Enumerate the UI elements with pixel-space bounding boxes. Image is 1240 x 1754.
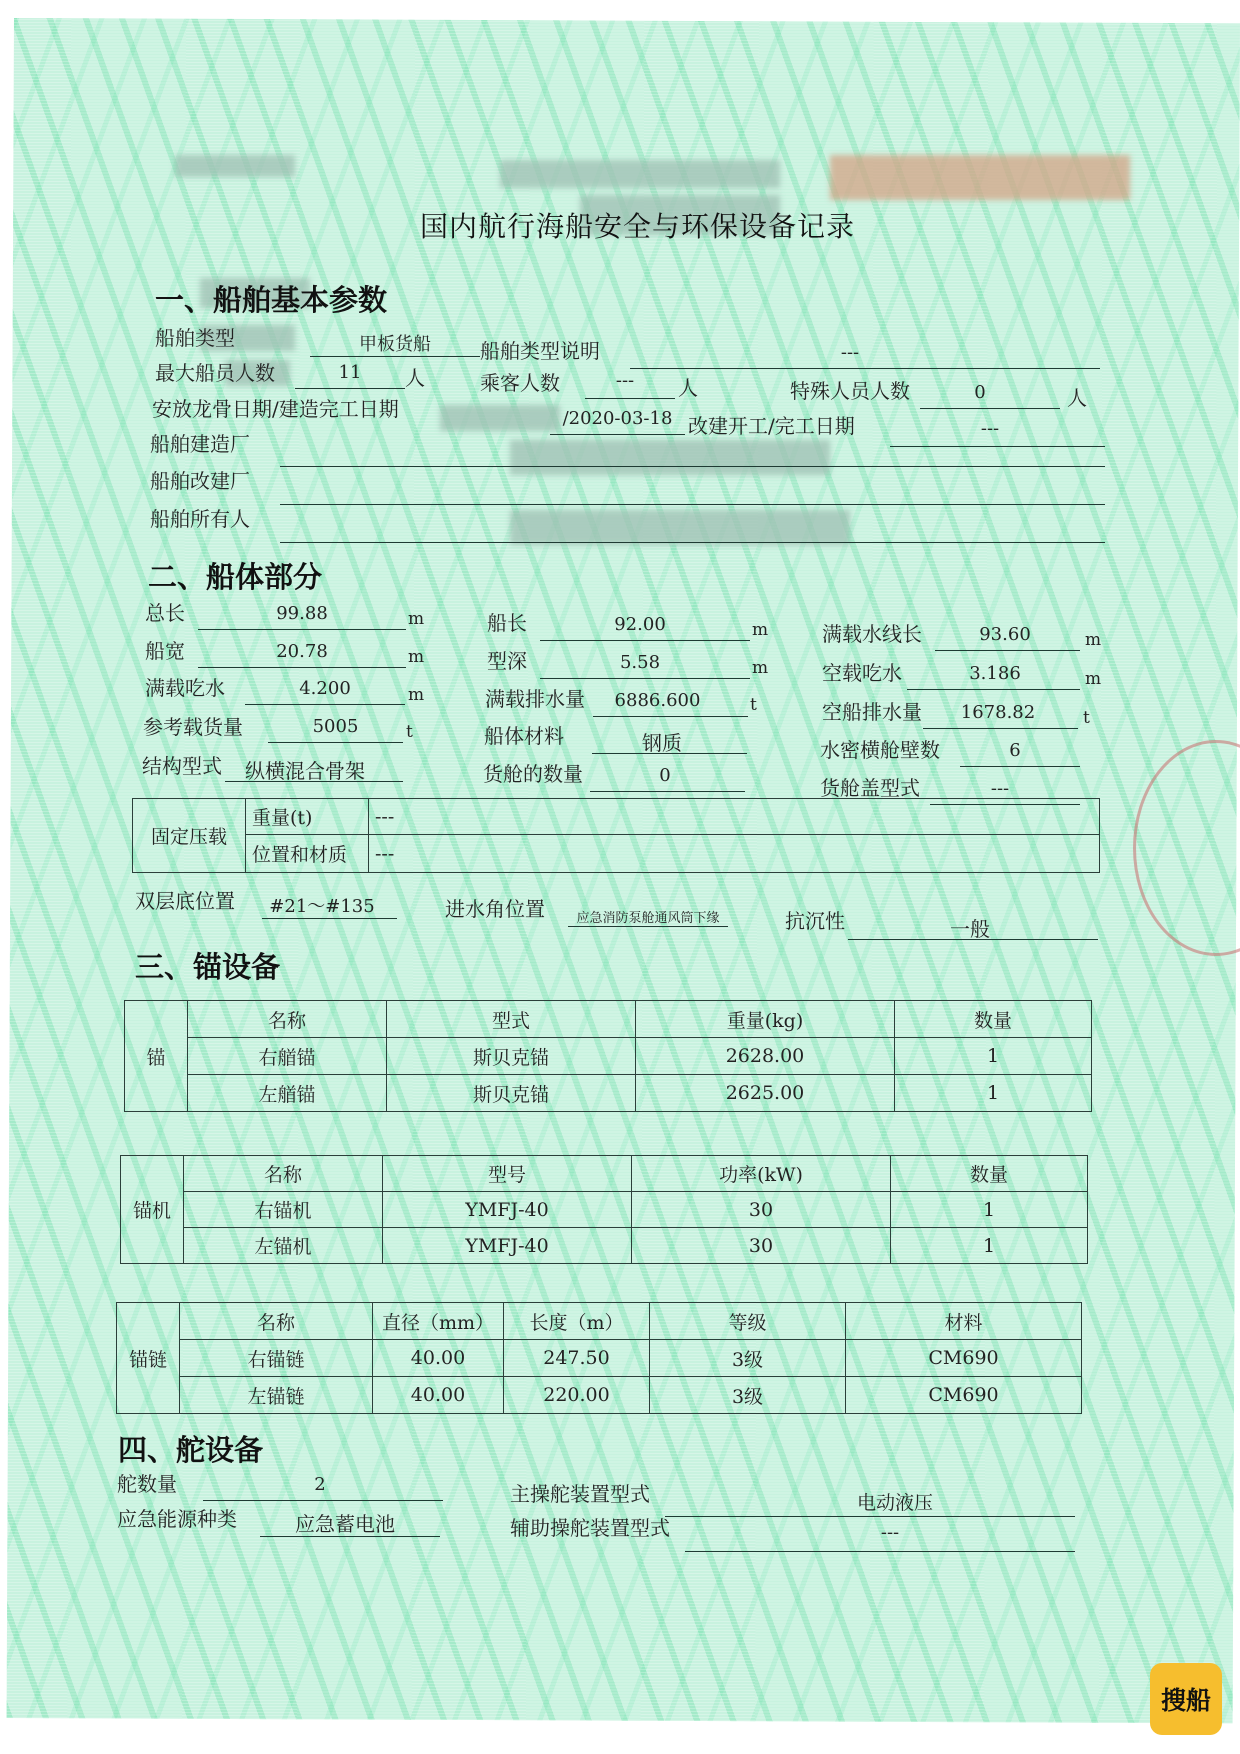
hull-label: 空载吃水: [822, 661, 902, 685]
hull-label: 总长: [145, 601, 185, 625]
hull-value: 5.58: [619, 652, 661, 673]
table-cell: CM690: [846, 1377, 1082, 1414]
hull-label: 型深: [487, 649, 527, 673]
ship-type-desc-value: ---: [840, 342, 860, 363]
hull-value: 3.186: [969, 663, 1021, 684]
document-title: 国内航行海船安全与环保设备记录: [420, 210, 856, 243]
anchor-table: [124, 1000, 1092, 1112]
hull-unit: m: [1085, 630, 1102, 650]
hull-label: 船体材料: [484, 724, 564, 748]
rudder-count-label: 舵数量: [117, 1472, 177, 1496]
anchor-chain-table: [116, 1302, 1082, 1414]
anchor-group-label: 锚: [125, 1001, 188, 1112]
ballast-location-value: ---: [369, 835, 1100, 873]
conversion-date-label: 改建开工/完工日期: [688, 414, 855, 438]
table-cell: YMFJ-40: [383, 1228, 632, 1264]
table-header: 重量(kg): [636, 1001, 895, 1038]
table-cell: 右艏锚: [188, 1038, 387, 1075]
builder-line: [280, 440, 1105, 467]
unsinkability-value: 一般: [950, 917, 990, 941]
emergency-power-value: 应急蓄电池: [295, 1512, 395, 1536]
hull-value: 6886.600: [614, 690, 701, 711]
table-row: [117, 1340, 1082, 1377]
redacted-header-center: [500, 160, 780, 188]
ballast-weight-value: ---: [369, 799, 1100, 835]
hull-unit: m: [1085, 669, 1102, 689]
table-cell: CM690: [846, 1340, 1082, 1377]
ballast-label: 固定压载: [133, 799, 246, 873]
ballast-location-label: 位置和材质: [246, 835, 369, 873]
table-cell: 1: [895, 1038, 1092, 1075]
hull-unit: m: [752, 620, 769, 640]
converter-line: [280, 478, 1105, 505]
table-header: 功率(kW): [632, 1156, 891, 1192]
owner-line: [280, 516, 1105, 543]
keel-date-value: /2020-03-18: [562, 408, 673, 429]
double-bottom-label: 双层底位置: [135, 889, 235, 913]
table-cell: 220.00: [504, 1377, 650, 1414]
hull-unit: t: [1083, 708, 1090, 728]
hull-unit: m: [408, 685, 425, 705]
table-cell: 3级: [650, 1340, 846, 1377]
main-steering-value: 电动液压: [856, 1492, 933, 1514]
ship-type-value: 甲板货船: [359, 334, 431, 355]
table-cell: 左艏锚: [188, 1075, 387, 1112]
section4-heading: 四、舵设备: [118, 1433, 264, 1467]
table-header: 数量: [895, 1001, 1092, 1038]
keel-date-label: 安放龙骨日期/建造完工日期: [152, 397, 399, 421]
max-crew-value: 11: [338, 362, 362, 383]
table-header: 型号: [383, 1156, 632, 1192]
hull-value: 4.200: [299, 678, 351, 699]
soucuan-logo-badge: 搜船: [1150, 1663, 1222, 1735]
hull-label: 满载吃水: [145, 676, 225, 700]
section3-heading: 三、锚设备: [135, 950, 281, 984]
passengers-unit: 人: [678, 376, 698, 400]
hull-value: 0: [659, 765, 671, 786]
table-header: 长度（m）: [504, 1303, 650, 1340]
table-cell: 左锚链: [180, 1377, 373, 1414]
hull-value: 99.88: [276, 603, 328, 624]
max-crew-unit: 人: [405, 366, 425, 390]
hull-unit: m: [408, 609, 425, 629]
table-cell: 1: [895, 1075, 1092, 1112]
main-steering-label: 主操舵装置型式: [510, 1482, 650, 1506]
converter-label: 船舶改建厂: [150, 469, 250, 493]
passengers-value: ---: [615, 370, 635, 391]
section2-heading: 二、船体部分: [148, 560, 323, 594]
rudder-count-value: 2: [314, 1474, 326, 1495]
passengers-label: 乘客人数: [480, 371, 560, 395]
double-bottom-value: #21～#135: [269, 896, 375, 917]
owner-label: 船舶所有人: [150, 507, 250, 531]
redacted-keel-date: [440, 405, 560, 431]
unsinkability-label: 抗沉性: [785, 909, 845, 933]
table-cell: 左锚机: [184, 1228, 383, 1264]
table-header: 名称: [188, 1001, 387, 1038]
hull-label: 船宽: [145, 639, 185, 663]
table-cell: 247.50: [504, 1340, 650, 1377]
table-row: [125, 1038, 1092, 1075]
table-cell: 1: [891, 1192, 1088, 1228]
special-personnel-value: 0: [974, 382, 986, 403]
section1-heading: 一、船舶基本参数: [155, 283, 388, 317]
table-header: 数量: [891, 1156, 1088, 1192]
hull-unit: t: [406, 722, 413, 742]
table-row: [121, 1228, 1088, 1264]
table-cell: YMFJ-40: [383, 1192, 632, 1228]
hull-value: 20.78: [276, 641, 328, 662]
table-header: 型式: [387, 1001, 636, 1038]
hull-label: 货舱的数量: [483, 762, 583, 786]
windlass-table: [120, 1155, 1088, 1264]
table-cell: 右锚链: [180, 1340, 373, 1377]
hull-unit: m: [408, 647, 425, 667]
aux-steering-value: ---: [880, 1522, 900, 1543]
fixed-ballast-table: [132, 798, 1100, 873]
hull-value: 92.00: [614, 614, 666, 635]
ballast-weight-label: 重量(t): [246, 799, 369, 835]
table-header: 名称: [184, 1156, 383, 1192]
table-cell: 3级: [650, 1377, 846, 1414]
hull-value: 钢质: [642, 731, 682, 755]
table-cell: 右锚机: [184, 1192, 383, 1228]
hull-unit: m: [752, 658, 769, 678]
table-row: [117, 1377, 1082, 1414]
table-header: 材料: [846, 1303, 1082, 1340]
hull-value: 5005: [312, 716, 359, 737]
hull-label: 船长: [487, 611, 527, 635]
hull-value: 93.60: [979, 624, 1031, 645]
hull-value: 纵横混合骨架: [245, 759, 365, 783]
max-crew-label: 最大船员人数: [155, 361, 275, 385]
table-header: 直径（mm）: [373, 1303, 504, 1340]
redacted-header-right: [830, 155, 1130, 200]
conversion-date-value: ---: [980, 418, 1000, 439]
table-cell: 斯贝克锚: [387, 1075, 636, 1112]
table-header: 等级: [650, 1303, 846, 1340]
table-cell: 30: [632, 1192, 891, 1228]
emergency-power-label: 应急能源种类: [117, 1507, 237, 1531]
hull-unit: t: [750, 695, 757, 715]
hull-label: 货舱盖型式: [820, 776, 920, 800]
hull-label: 结构型式: [142, 754, 222, 778]
hull-value: 6: [1009, 740, 1021, 761]
ship-type-desc-label: 船舶类型说明: [480, 339, 600, 363]
hull-label: 水密横舱壁数: [820, 738, 940, 762]
table-cell: 30: [632, 1228, 891, 1264]
redacted-header-left: [175, 155, 295, 177]
table-cell: 40.00: [373, 1340, 504, 1377]
windlass-group-label: 锚机: [121, 1156, 184, 1264]
table-cell: 2625.00: [636, 1075, 895, 1112]
hull-label: 空船排水量: [822, 700, 922, 724]
flooding-point-label: 进水角位置: [445, 897, 545, 921]
table-cell: 2628.00: [636, 1038, 895, 1075]
table-header: 名称: [180, 1303, 373, 1340]
flooding-point-value: 应急消防泵舱通风筒下缘: [576, 911, 720, 926]
chain-group-label: 锚链: [117, 1303, 180, 1414]
builder-label: 船舶建造厂: [150, 432, 250, 456]
special-personnel-unit: 人: [1067, 386, 1087, 410]
hull-value: 1678.82: [960, 702, 1036, 723]
hull-label: 满载水线长: [822, 622, 922, 646]
table-row: [121, 1192, 1088, 1228]
hull-value: ---: [990, 778, 1010, 799]
aux-steering-label: 辅助操舵装置型式: [510, 1516, 670, 1540]
hull-label: 参考载货量: [143, 715, 243, 739]
special-personnel-label: 特殊人员人数: [790, 379, 910, 403]
hull-label: 满载排水量: [485, 687, 585, 711]
table-row: [125, 1075, 1092, 1112]
table-cell: 40.00: [373, 1377, 504, 1414]
ship-type-label: 船舶类型: [155, 326, 235, 350]
table-cell: 斯贝克锚: [387, 1038, 636, 1075]
table-cell: 1: [891, 1228, 1088, 1264]
